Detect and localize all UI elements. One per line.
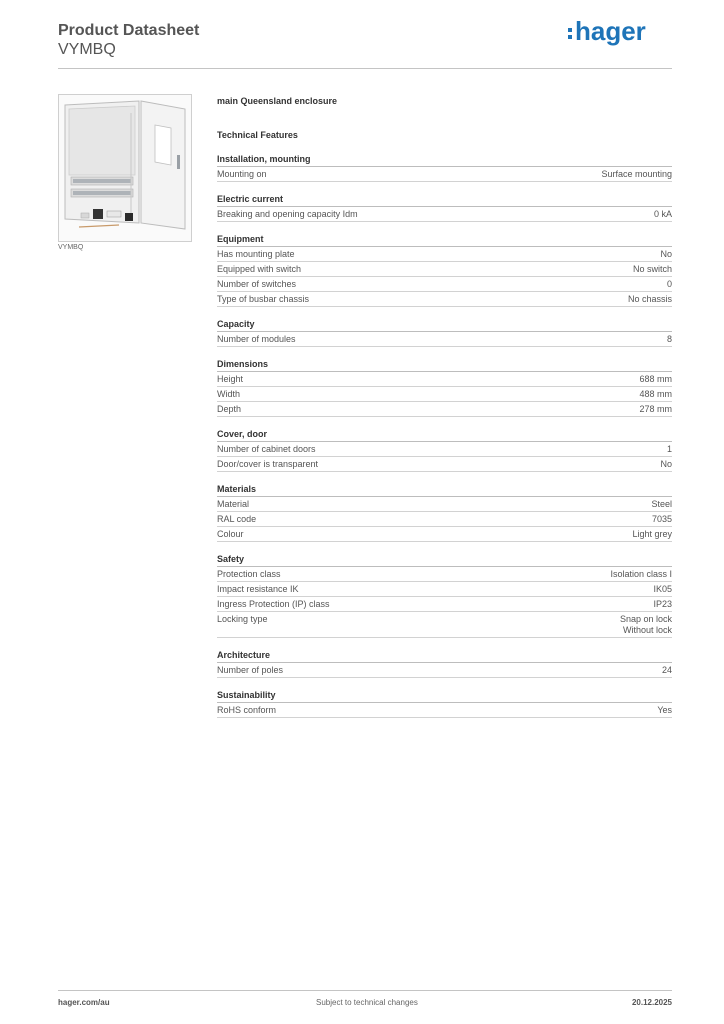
spec-value: No chassis xyxy=(627,294,672,304)
spec-label: Locking type xyxy=(217,614,268,624)
spec-row xyxy=(217,527,672,542)
spec-label: RAL code xyxy=(217,514,257,524)
spec-row xyxy=(217,567,672,582)
group-title: Cover, door xyxy=(217,429,672,442)
spec-row xyxy=(217,332,672,347)
spec-label: Number of modules xyxy=(217,334,296,344)
spec-row xyxy=(217,167,672,182)
spec-row xyxy=(217,247,672,262)
footer-website: hager.com/au xyxy=(58,998,110,1007)
spec-value: 488 mm xyxy=(639,389,672,399)
spec-row xyxy=(217,612,672,638)
spec-label: Has mounting plate xyxy=(217,249,295,259)
footer-date: 20.12.2025 xyxy=(631,998,672,1007)
spec-value-line: Snap on lock xyxy=(619,614,672,624)
group-title: Installation, mounting xyxy=(217,154,672,167)
spec-value-line: Without lock xyxy=(622,625,672,635)
footer-notice: Subject to technical changes xyxy=(316,998,418,1007)
group-title: Materials xyxy=(217,484,672,497)
spec-label: Material xyxy=(217,499,250,509)
spec-value: 0 xyxy=(666,279,672,289)
spec-label: Depth xyxy=(217,404,242,414)
group-title: Electric current xyxy=(217,194,672,207)
spec-label: Breaking and opening capacity Idm xyxy=(217,209,358,219)
spec-group-equipment xyxy=(217,234,672,307)
spec-label: Number of cabinet doors xyxy=(217,444,316,454)
spec-label: Impact resistance IK xyxy=(217,584,299,594)
spec-value: Yes xyxy=(657,705,672,715)
section-title: Technical Features xyxy=(217,130,298,140)
spec-row xyxy=(217,512,672,527)
spec-row xyxy=(217,292,672,307)
spec-label: Height xyxy=(217,374,244,384)
group-title: Dimensions xyxy=(217,359,672,372)
spec-label: Type of busbar chassis xyxy=(217,294,310,304)
spec-label: Equipped with switch xyxy=(217,264,302,274)
spec-value: 0 kA xyxy=(653,209,672,219)
spec-group-materials xyxy=(217,484,672,542)
spec-row xyxy=(217,262,672,277)
specification-panel xyxy=(217,94,672,718)
group-title: Sustainability xyxy=(217,690,672,703)
spec-row xyxy=(217,207,672,222)
spec-row xyxy=(217,442,672,457)
product-code: VYMBQ xyxy=(58,41,116,58)
spec-label: Number of poles xyxy=(217,665,284,675)
spec-group-safety xyxy=(217,554,672,638)
spec-group-installation xyxy=(217,154,672,182)
spec-group-architecture xyxy=(217,650,672,678)
spec-row xyxy=(217,497,672,512)
spec-group-sustainability xyxy=(217,690,672,718)
group-title: Capacity xyxy=(217,319,672,332)
spec-value: 8 xyxy=(666,334,672,344)
spec-row xyxy=(217,703,672,718)
spec-row xyxy=(217,372,672,387)
document-title: Product Datasheet xyxy=(58,22,200,39)
spec-row xyxy=(217,277,672,292)
hager-logo xyxy=(566,16,658,48)
spec-value: IK05 xyxy=(653,584,672,594)
group-title: Equipment xyxy=(217,234,672,247)
spec-label: RoHS conform xyxy=(217,705,277,715)
group-title: Safety xyxy=(217,554,672,567)
footer-divider xyxy=(58,990,672,991)
spec-row xyxy=(217,457,672,472)
spec-group-cover-door xyxy=(217,429,672,472)
spec-row xyxy=(217,597,672,612)
spec-value: No xyxy=(660,459,672,469)
spec-value: Isolation class I xyxy=(610,569,672,579)
product-image xyxy=(58,94,192,242)
spec-value: Steel xyxy=(651,499,672,509)
spec-group-dimensions xyxy=(217,359,672,417)
spec-row xyxy=(217,402,672,417)
spec-value: No xyxy=(660,249,672,259)
group-title: Architecture xyxy=(217,650,672,663)
spec-value: 24 xyxy=(661,665,672,675)
spec-value: IP23 xyxy=(653,599,672,609)
spec-label: Width xyxy=(217,389,241,399)
enclosure-illustration xyxy=(59,95,191,241)
spec-value: Surface mounting xyxy=(601,169,672,179)
spec-label: Protection class xyxy=(217,569,281,579)
image-caption: VYMBQ xyxy=(58,244,84,251)
spec-value: 278 mm xyxy=(639,404,672,414)
spec-row xyxy=(217,582,672,597)
spec-label: Door/cover is transparent xyxy=(217,459,319,469)
spec-label: Mounting on xyxy=(217,169,267,179)
product-name: main Queensland enclosure xyxy=(217,96,338,106)
spec-value: No switch xyxy=(632,264,672,274)
spec-value: 688 mm xyxy=(639,374,672,384)
spec-label: Ingress Protection (IP) class xyxy=(217,599,330,609)
header-divider xyxy=(58,68,672,69)
logo-text: hager xyxy=(575,16,646,46)
spec-value: 1 xyxy=(666,444,672,454)
spec-group-capacity xyxy=(217,319,672,347)
spec-group-electric-current xyxy=(217,194,672,222)
page-header xyxy=(58,21,199,59)
spec-label: Number of switches xyxy=(217,279,297,289)
spec-value xyxy=(620,614,672,636)
spec-row xyxy=(217,663,672,678)
spec-value: Light grey xyxy=(632,529,672,539)
spec-row xyxy=(217,387,672,402)
spec-label: Colour xyxy=(217,529,244,539)
spec-value: 7035 xyxy=(651,514,672,524)
